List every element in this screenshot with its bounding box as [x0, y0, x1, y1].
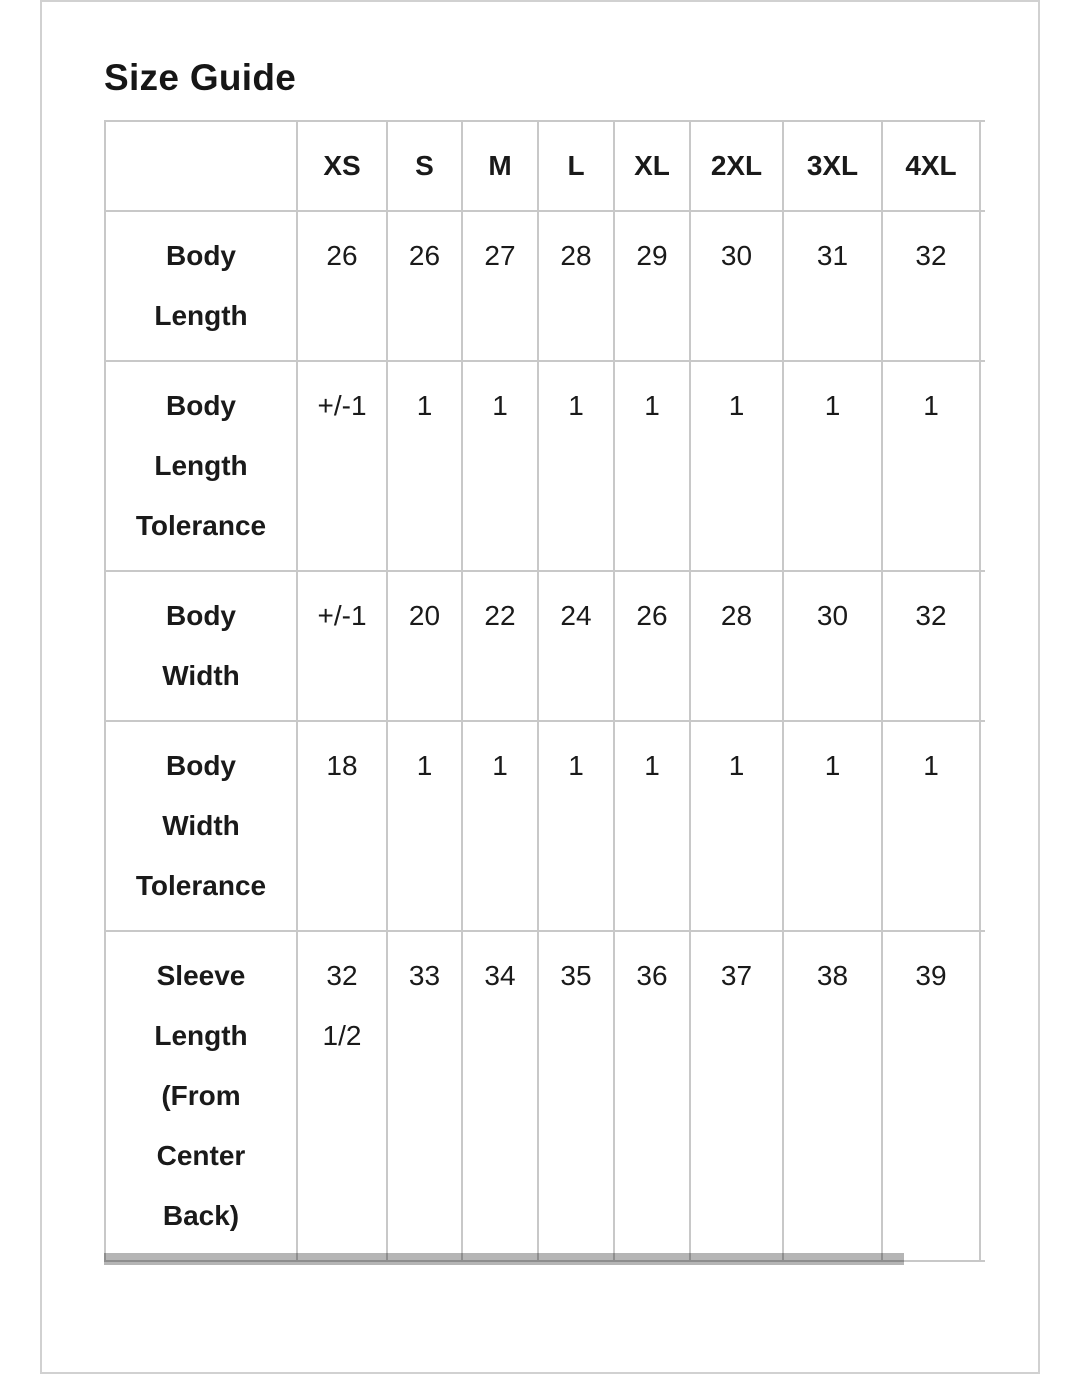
size-table-scroll-area[interactable]: [104, 120, 985, 1262]
cell: 1: [614, 361, 690, 571]
cell: 24: [538, 571, 614, 721]
cell: 33: [387, 931, 462, 1261]
cell: 1: [882, 721, 980, 931]
header-row: [105, 121, 985, 211]
cell: 1: [690, 361, 783, 571]
cell: 18: [297, 721, 387, 931]
col-header-xl: XL: [614, 121, 690, 211]
clipped-cell: [980, 721, 985, 931]
cell: 1: [387, 721, 462, 931]
cell: +/-1: [297, 571, 387, 721]
row-label: Body Width Tolerance: [105, 721, 297, 931]
clipped-cell: [980, 571, 985, 721]
row-label: Body Width: [105, 571, 297, 721]
table-row-body-width-tolerance: [105, 721, 985, 931]
cell: 37: [690, 931, 783, 1261]
row-label: Body Length: [105, 211, 297, 361]
cell: 1: [614, 721, 690, 931]
clipped-cell: [980, 931, 985, 1261]
corner-cell: [105, 121, 297, 211]
clipped-cell: [980, 361, 985, 571]
cell: 28: [690, 571, 783, 721]
cell: 20: [387, 571, 462, 721]
cell: 27: [462, 211, 538, 361]
cell: 22: [462, 571, 538, 721]
clipped-cell: [980, 121, 985, 211]
cell: 35: [538, 931, 614, 1261]
table-row-body-width: [105, 571, 985, 721]
size-table: [104, 120, 985, 1262]
cell: 32: [882, 571, 980, 721]
cell: 26: [614, 571, 690, 721]
row-label: Sleeve Length (From Center Back): [105, 931, 297, 1261]
table-row-sleeve-length: [105, 931, 985, 1261]
row-label: Body Length Tolerance: [105, 361, 297, 571]
cell: 26: [297, 211, 387, 361]
cell: 36: [614, 931, 690, 1261]
cell: 38: [783, 931, 882, 1261]
cell: 1: [538, 361, 614, 571]
size-guide-card: [40, 0, 1040, 1374]
cell: 1: [538, 721, 614, 931]
cell: 1: [387, 361, 462, 571]
cell: 1: [690, 721, 783, 931]
table-row-body-length-tolerance: [105, 361, 985, 571]
cell: 1: [462, 721, 538, 931]
col-header-l: L: [538, 121, 614, 211]
col-header-3xl: 3XL: [783, 121, 882, 211]
col-header-2xl: 2XL: [690, 121, 783, 211]
col-header-4xl: 4XL: [882, 121, 980, 211]
cell: 1: [882, 361, 980, 571]
cell: 29: [614, 211, 690, 361]
cell: 30: [690, 211, 783, 361]
col-header-xs: XS: [297, 121, 387, 211]
cell: 39: [882, 931, 980, 1261]
horizontal-scrollbar[interactable]: [104, 1253, 985, 1265]
cell: 32: [882, 211, 980, 361]
cell: 32 1/2: [297, 931, 387, 1261]
col-header-m: M: [462, 121, 538, 211]
cell: 26: [387, 211, 462, 361]
cell: 31: [783, 211, 882, 361]
col-header-s: S: [387, 121, 462, 211]
page-title: Size Guide: [104, 57, 297, 98]
cell: 30: [783, 571, 882, 721]
table-row-body-length: [105, 211, 985, 361]
clipped-cell: [980, 211, 985, 361]
cell: 1: [783, 721, 882, 931]
cell: 1: [783, 361, 882, 571]
scrollbar-thumb[interactable]: [104, 1253, 904, 1265]
cell: 1: [462, 361, 538, 571]
cell: 28: [538, 211, 614, 361]
cell: 34: [462, 931, 538, 1261]
cell: +/-1: [297, 361, 387, 571]
